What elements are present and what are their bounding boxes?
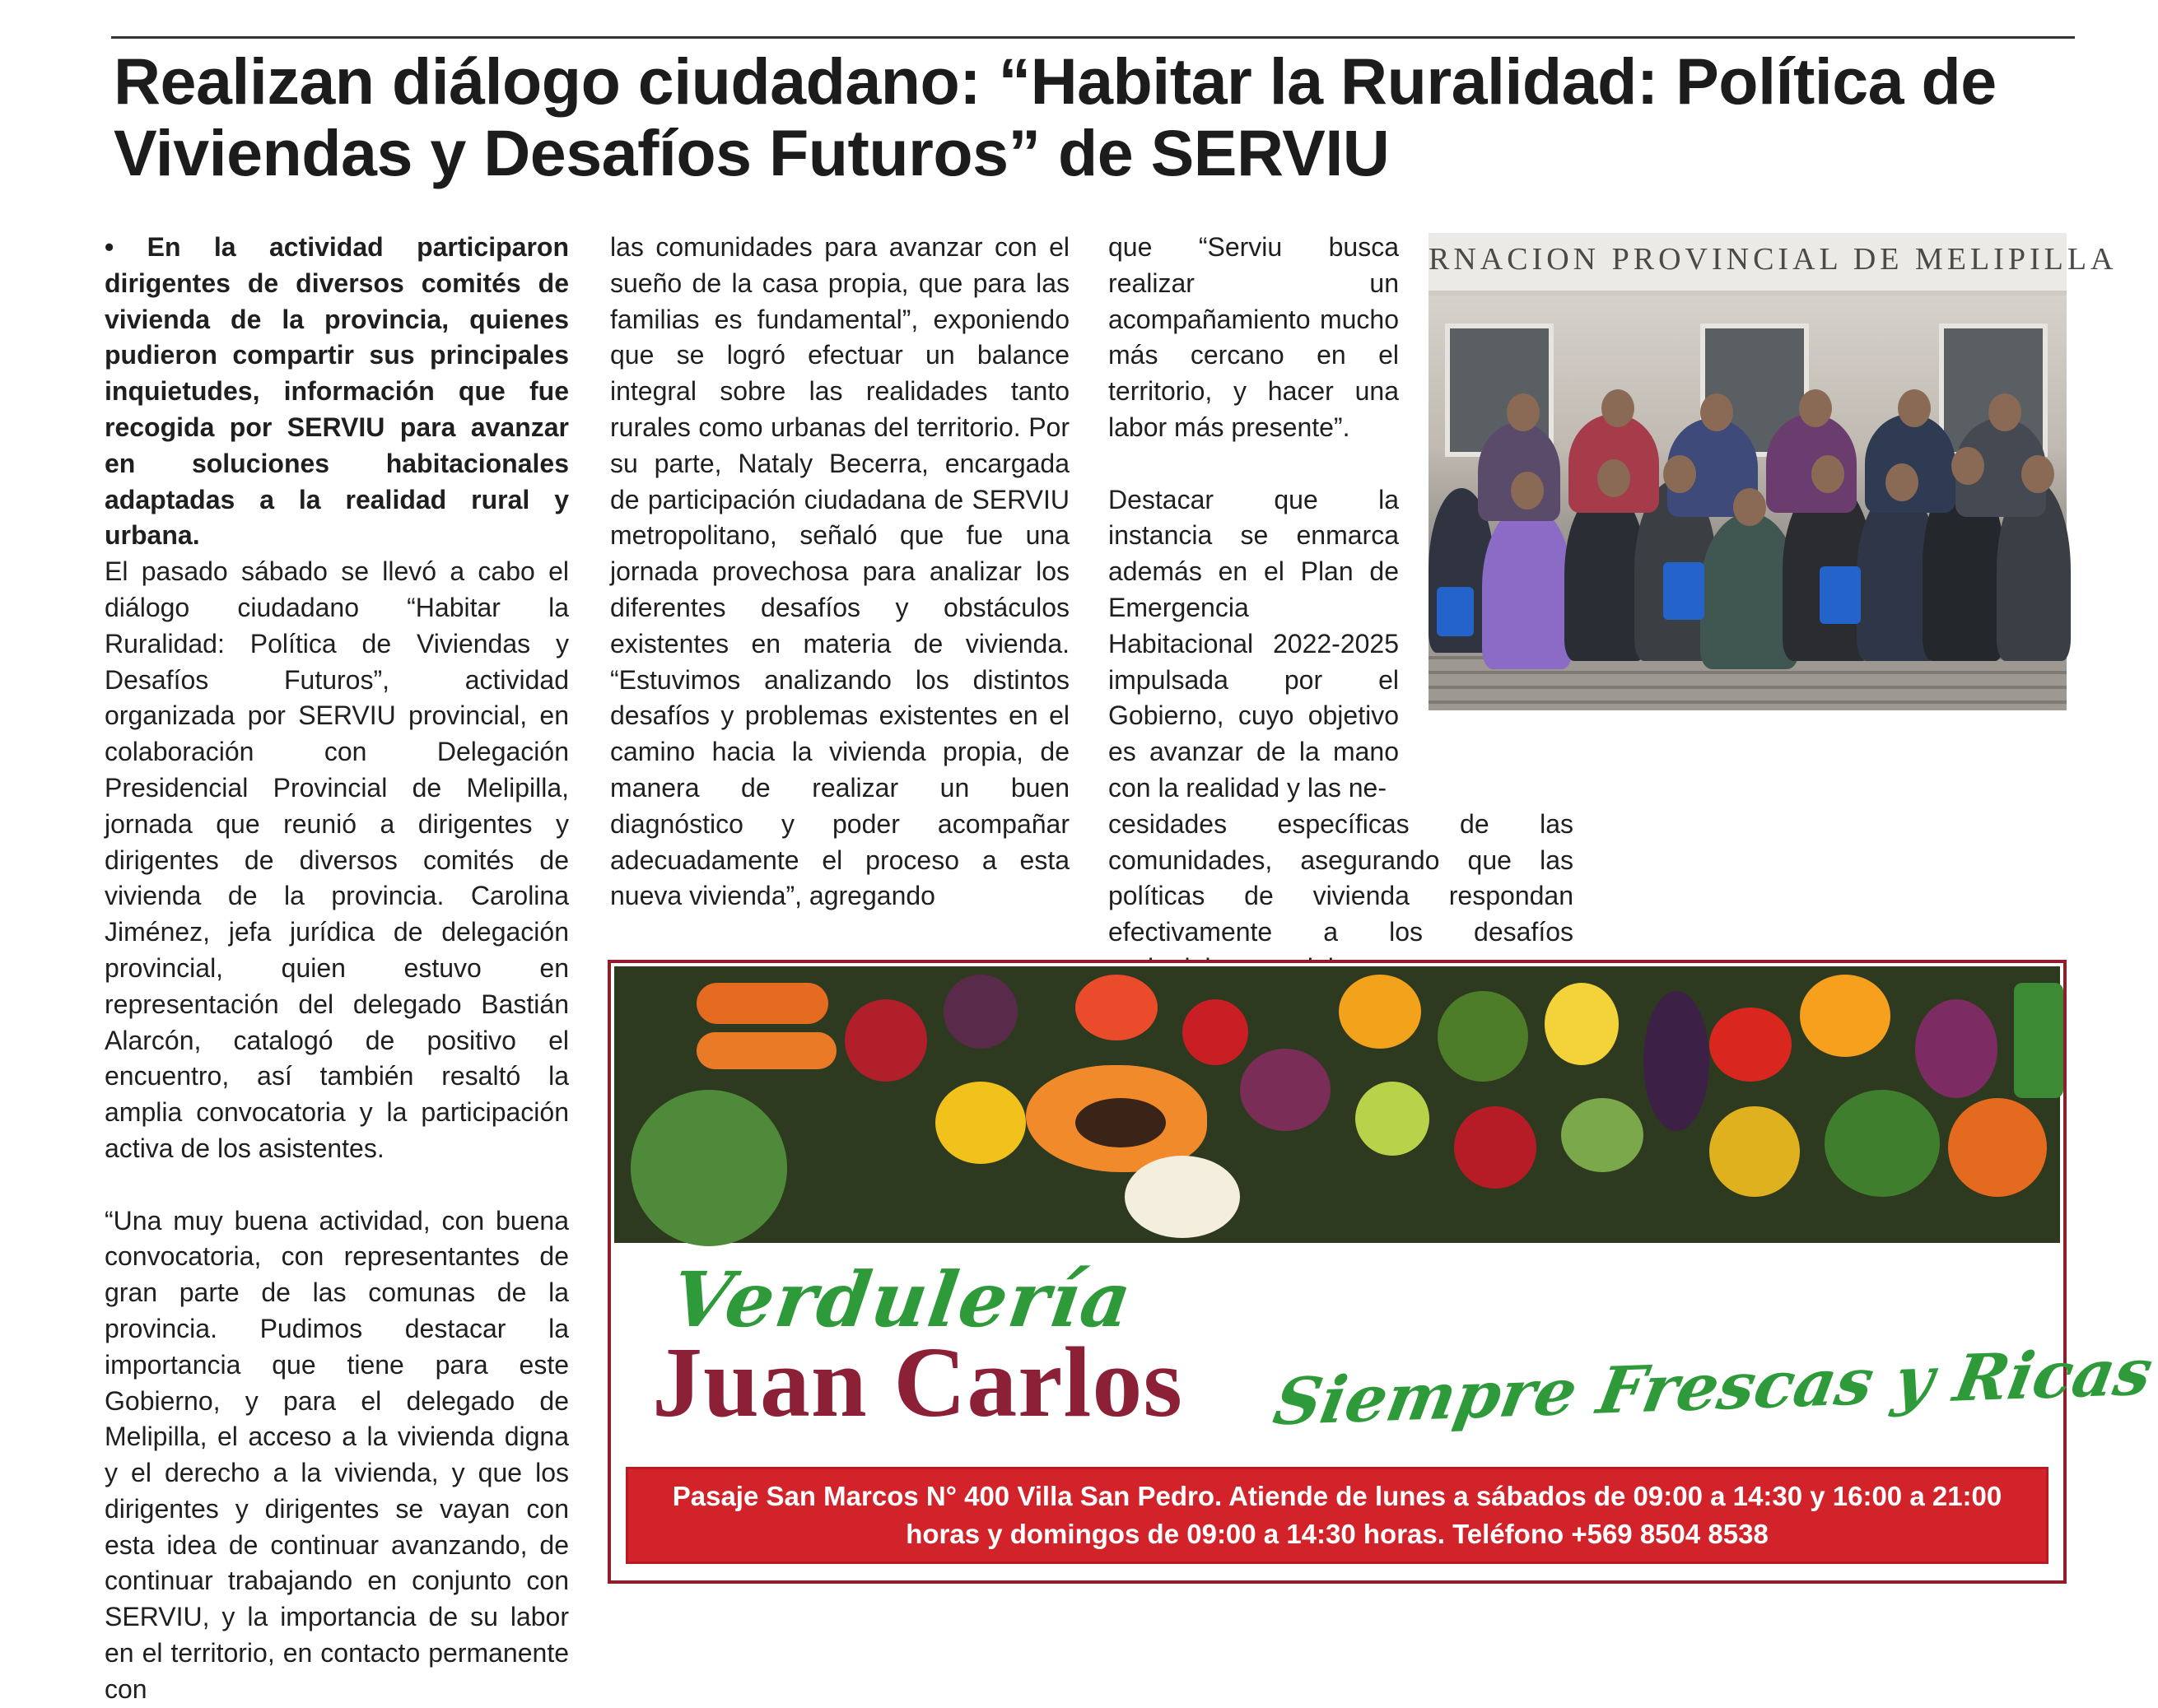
- article-lead: • En la actividad participaron dirigentes de diversos comités de vivienda de la provincia, quienes pudieron compartir sus principales inquietudes, información que fue recogida por SERVIU para avanzar en soluciones habitacionales adaptadas a la realidad rural y urbana.: [105, 232, 569, 551]
- person-figure: [1482, 505, 1573, 669]
- person-head: [1988, 393, 2021, 431]
- kohlrabi-shape: [1561, 1098, 1643, 1172]
- tomato-shape: [1182, 999, 1248, 1065]
- ad-brand-line-1: Verdulería: [666, 1255, 1139, 1344]
- ad-slogan: Siempre Frescas y Ricas: [1268, 1334, 2158, 1440]
- pepper-shape: [1075, 975, 1158, 1040]
- headline-line-1: Realizan diálogo ciudadano: “Habitar la Ruralidad: Política de: [114, 44, 1997, 118]
- pepper-shape: [935, 1082, 1026, 1164]
- person-head: [1507, 393, 1540, 431]
- person-head: [1951, 447, 1984, 485]
- pepper-shape: [1800, 975, 1890, 1057]
- article-paragraph-3: las comunidades para avanzar con el sueño de la casa propia, que para las familias es fundamental”, exponiendo que se logró efectuar un balance integral sobre las realidades tanto rurales como urbanas del territorio. Por su parte, Nataly Becerra, encargada de participación ciudadana de SERVIU metropolitano, señaló que fue una jornada provechosa para analizar los diferentes desafíos y obstáculos existentes en materia de vivienda. “Estuvimos analizando los distintos desafíos y problemas existentes en el camino hacia la vivienda propia, de manera de realizar un buen diagnóstico y poder acompañar adecuadamente el proceso a esta nueva vivienda”, agregando: [610, 232, 1070, 911]
- ad-address-line-1: Pasaje San Marcos N° 400 Villa San Pedro. Atiende de lunes a sábados de 09:00 a 14:30 y 16:00 a 21:00: [672, 1481, 2002, 1511]
- cabbage-shape: [1240, 1049, 1331, 1131]
- headline-line-2: Viviendas y Desafíos Futuros” de SERVIU: [114, 116, 1390, 189]
- tomato-shape: [1454, 1106, 1536, 1189]
- article-column-3-narrow: [1108, 230, 1399, 807]
- eggplant-shape: [1643, 991, 1709, 1131]
- blue-bag: [1663, 562, 1704, 620]
- vegetables-photo: [614, 966, 2060, 1243]
- person-head: [1799, 389, 1832, 427]
- building-facade: [1429, 233, 2118, 296]
- person-head: [1885, 463, 1918, 501]
- broccoli-shape: [1825, 1090, 1940, 1197]
- article-paragraph-5a: Destacar que la instancia se enmarca además en el Plan de Emergencia Habitacional 2022-2025 impulsada por el Gobierno, cuyo objetivo es avanzar de la mano con la realidad y las ne-: [1108, 484, 1399, 803]
- cauliflower-shape: [1125, 1156, 1240, 1238]
- person-head: [1663, 455, 1696, 493]
- orange-shape: [1339, 975, 1421, 1049]
- person-head: [1898, 389, 1931, 427]
- lemon-shape: [1545, 983, 1619, 1065]
- crowd-of-people: [1429, 389, 2067, 653]
- blue-bag: [1437, 587, 1474, 636]
- ad-brand-line-2: Juan Carlos: [652, 1327, 1183, 1438]
- group-photo: [1429, 233, 2118, 710]
- person-head: [1733, 488, 1766, 526]
- article-paragraph-2: “Una muy buena actividad, con buena convocatoria, con representantes de gran parte de las comunas de la provincia. Pudimos destacar la importancia que tiene para este Gobierno, y para el delegado de Melipilla, el acceso a la vivienda digna y el derecho a la vivienda, y que los dirigentes y dirigentes se vayan con esta idea de continuar avanzando, de continuar trabajando en conjunto con SERVIU, y la importancia de su labor en el territorio, en contacto permanente con: [105, 1205, 569, 1704]
- article-paragraph-1: El pasado sábado se llevó a cabo el diálogo ciudadano “Habitar la Ruralidad: Política de Viviendas y Desafíos Futuros”, actividad organizada por SERVIU provincial, en colaboración con Delegación Presidencial Provincial de Melipilla, jornada que reunió a dirigentes y dirigentes de diversos comités de vivienda de la provincia. Carolina Jiménez, jefa jurídica de delegación provincial, quien estuvo en representación del delegado Bastián Alarcón, catalogó de positivo el encuentro, así también resaltó la amplia convocatoria y la participación activa de los asistentes.: [105, 556, 569, 1163]
- pear-shape: [1709, 1106, 1800, 1197]
- blue-bag: [1820, 566, 1861, 624]
- carrot-shape: [697, 983, 828, 1024]
- pepper-shape: [1709, 1008, 1792, 1082]
- person-head: [1597, 459, 1630, 497]
- article-paragraph-4: que “Serviu busca realizar un acompañamiento mucho más cercano en el territorio, y hacer una labor más presente”.: [1108, 232, 1399, 442]
- top-rule: [111, 36, 2075, 39]
- papaya-seeds-shape: [1075, 1098, 1166, 1147]
- ad-address-bar: [626, 1467, 2048, 1564]
- cabbage-shape: [631, 1090, 787, 1246]
- person-head: [1511, 472, 1544, 510]
- leaves-shape: [2014, 983, 2063, 1098]
- person-head: [1601, 389, 1634, 427]
- carrot-shape: [697, 1032, 837, 1069]
- romanesco-shape: [1355, 1082, 1429, 1156]
- person-figure: [1766, 414, 1857, 513]
- article-column-2: [610, 230, 1070, 915]
- article-headline: [114, 45, 2073, 188]
- person-head: [1700, 393, 1733, 431]
- pumpkin-shape: [1948, 1098, 2047, 1197]
- advertisement: [608, 960, 2158, 1584]
- article-column-1: [105, 230, 569, 1708]
- lettuce-shape: [1438, 991, 1528, 1082]
- eggplant-shape: [944, 975, 1018, 1049]
- facade-inscription: RNACION PROVINCIAL DE MELIPILLA: [1429, 242, 2118, 277]
- cabbage-shape: [1915, 999, 1997, 1098]
- article-paragraph-5b: cesidades específicas de las comunidades, asegurando que las políticas de vivienda respondan efectivamente a los desafíos: [1108, 808, 1573, 947]
- ad-address-line-2: horas y domingos de 09:00 a 14:30 horas. Teléfono +569 8504 8538: [906, 1519, 1769, 1549]
- person-head: [2021, 455, 2054, 493]
- person-head: [1811, 455, 1844, 493]
- pomegranate-shape: [845, 999, 927, 1082]
